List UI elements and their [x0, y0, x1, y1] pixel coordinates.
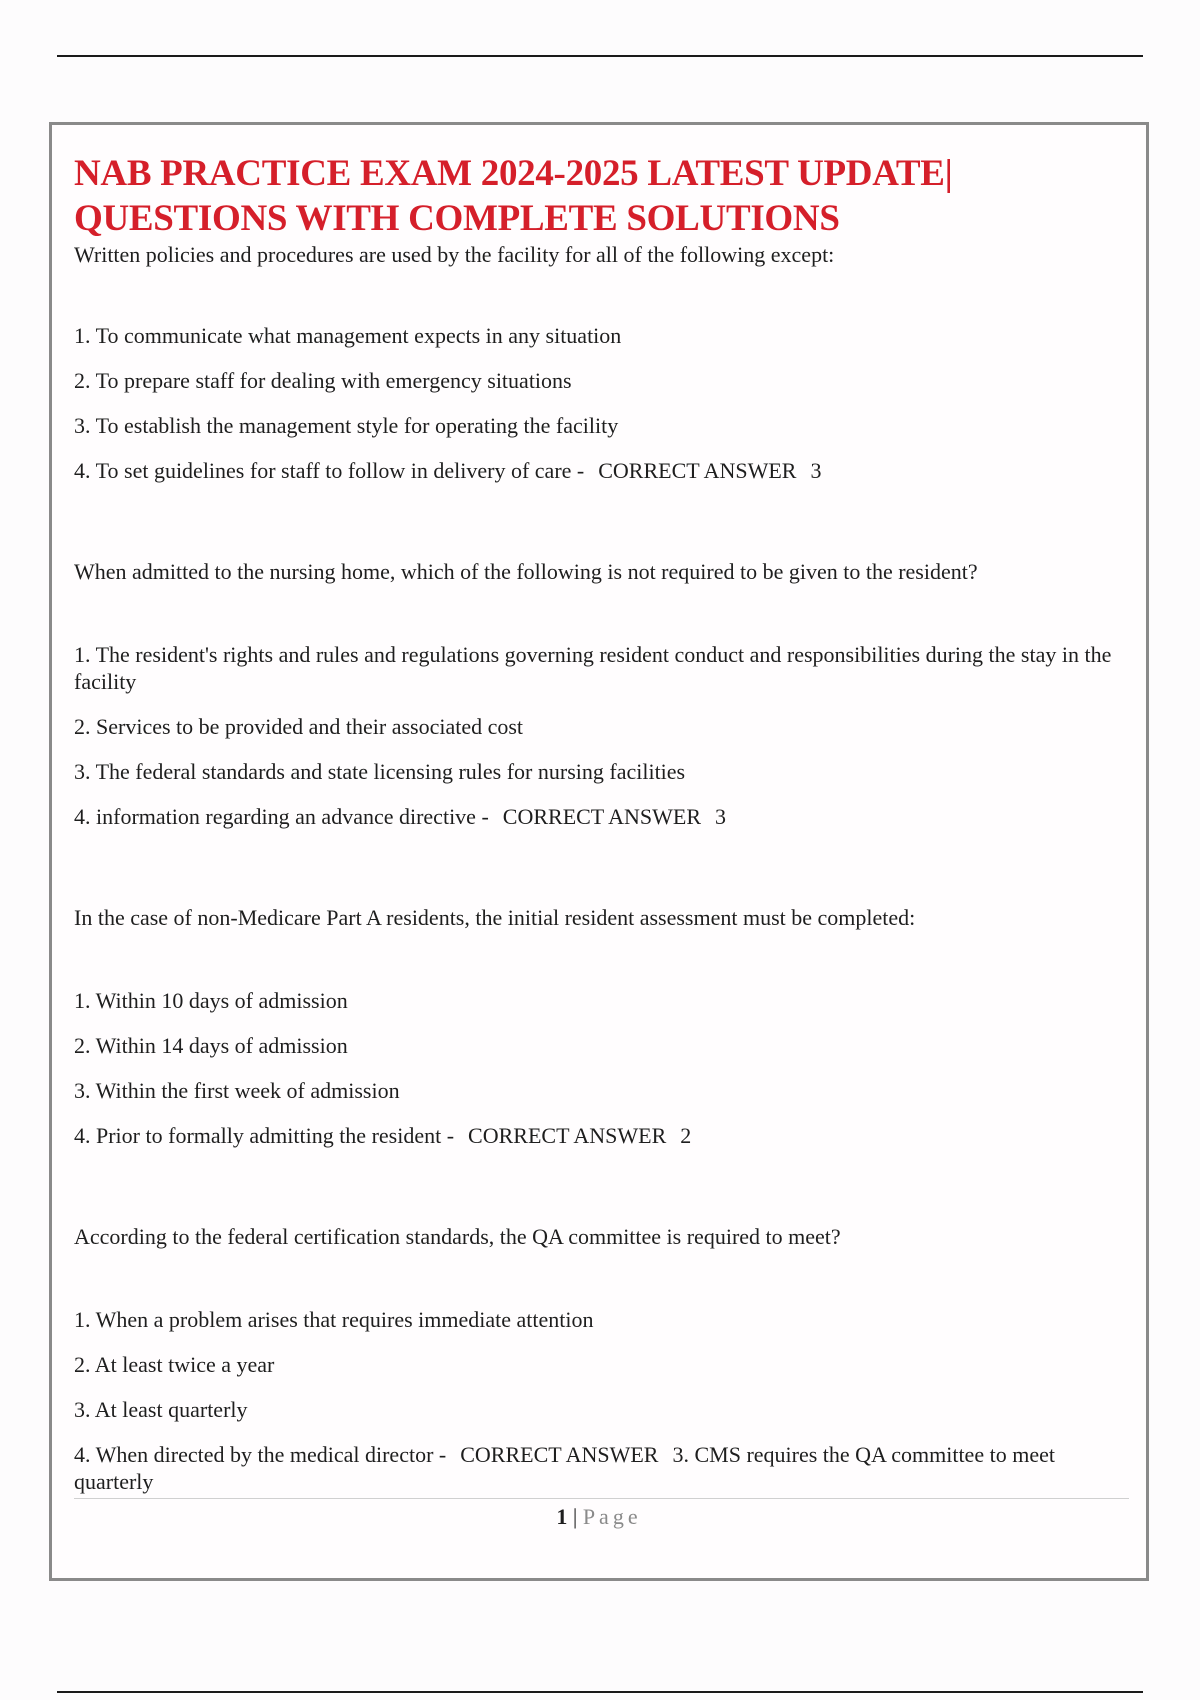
option-list	[74, 322, 1129, 484]
option-item: 3. At least quarterly	[74, 1397, 248, 1422]
question-block	[74, 1223, 1129, 1495]
option-list	[74, 1306, 1129, 1495]
correct-answer-label: CORRECT ANSWER	[460, 1442, 659, 1467]
correct-answer-label: CORRECT ANSWER	[468, 1123, 667, 1148]
option-item	[74, 457, 1129, 484]
option-item: 3. The federal standards and state licensing rules for nursing facilities	[74, 759, 686, 784]
question-text: When admitted to the nursing home, which of the following is not required to be given to the resident?	[74, 559, 978, 584]
question-text: In the case of non-Medicare Part A residents, the initial resident assessment must be completed:	[74, 905, 916, 930]
page-label: Page	[582, 1504, 642, 1529]
option-item: 1. When a problem arises that requires immediate attention	[74, 1307, 594, 1332]
option-item: 3. To establish the management style for operating the facility	[74, 413, 619, 438]
question-block	[74, 904, 1129, 1149]
footer-rule	[74, 1498, 1129, 1499]
document-title	[74, 151, 1129, 241]
option-list	[74, 987, 1129, 1149]
bottom-rule	[57, 1691, 1143, 1693]
option-item	[74, 803, 1129, 830]
correct-answer-label: CORRECT ANSWER	[502, 804, 702, 829]
option-item: 2. To prepare staff for dealing with emergency situations	[74, 368, 572, 393]
option-item	[74, 1441, 1129, 1495]
top-rule	[57, 55, 1143, 57]
option-item: 2. Services to be provided and their associated cost	[74, 714, 524, 739]
option-item: 1. Within 10 days of admission	[74, 988, 348, 1013]
option-text: 4. To set guidelines for staff to follow in delivery of care -	[74, 458, 585, 483]
page-footer	[52, 1503, 1146, 1531]
option-item: 3. Within the first week of admission	[74, 1078, 400, 1103]
option-list	[74, 641, 1129, 830]
correct-answer-label: CORRECT ANSWER	[598, 458, 797, 483]
correct-answer-value: 2	[680, 1123, 692, 1148]
question-text: Written policies and procedures are used by the facility for all of the following except:	[74, 242, 835, 267]
correct-answer-value: 3	[715, 804, 727, 829]
option-text: 4. information regarding an advance directive -	[74, 804, 489, 829]
question-block	[74, 241, 1129, 484]
option-item: 2. Within 14 days of admission	[74, 1033, 348, 1058]
question-block	[74, 558, 1129, 830]
correct-answer-value: 3. CMS requires the QA committee to meet quarterly	[74, 1442, 1055, 1494]
option-item: 1. The resident's rights and rules and regulations governing resident conduct and responsibilities during the stay in the facility	[74, 642, 1112, 694]
page-number: 1	[556, 1504, 568, 1529]
question-text: According to the federal certification standards, the QA committee is required to meet?	[74, 1224, 841, 1249]
option-item: 1. To communicate what management expects in any situation	[74, 323, 622, 348]
document-page	[49, 122, 1149, 1581]
option-text: 4. Prior to formally admitting the resident -	[74, 1123, 455, 1148]
title-line-2: QUESTIONS WITH COMPLETE SOLUTIONS	[74, 198, 840, 239]
option-text: 4. When directed by the medical director -	[74, 1442, 447, 1467]
title-line-1: NAB PRACTICE EXAM 2024-2025 LATEST UPDATE|	[74, 153, 953, 194]
option-item: 2. At least twice a year	[74, 1352, 275, 1377]
correct-answer-value: 3	[810, 458, 822, 483]
page-content	[74, 151, 1129, 1513]
option-item	[74, 1122, 1129, 1149]
page-separator: |	[572, 1504, 578, 1529]
